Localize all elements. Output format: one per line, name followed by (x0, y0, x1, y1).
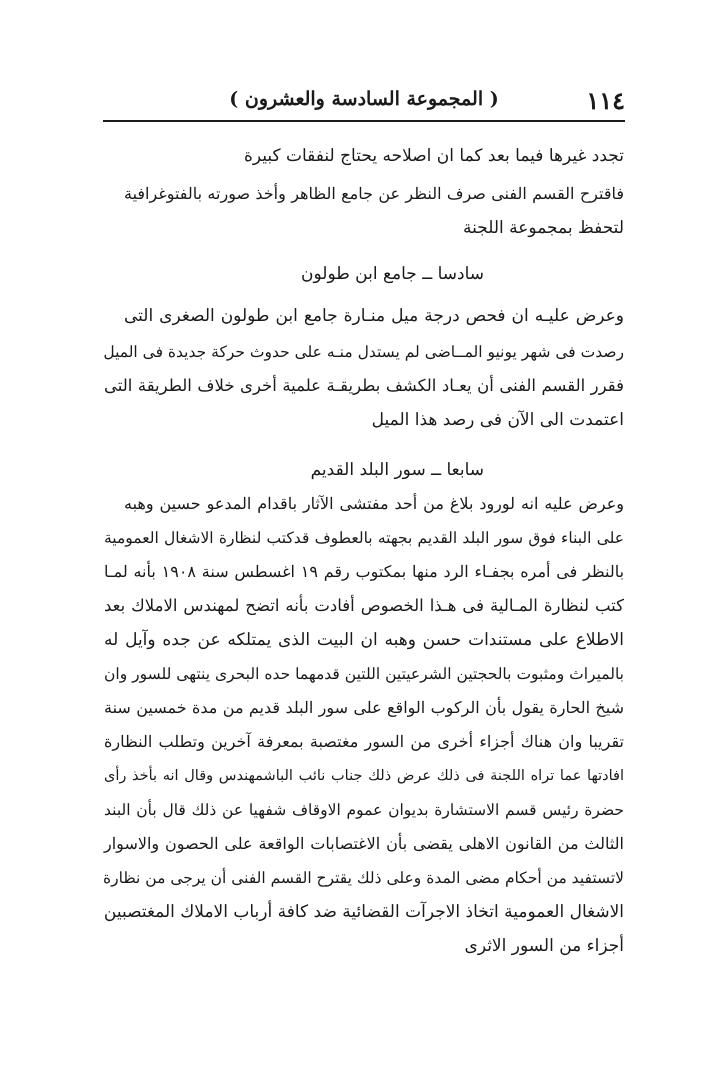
text-line: لاتستفيد من أحكام مضى المدة وعلى ذلك يقترح القسم الفنى أن يرجى من نظارة (103, 869, 624, 887)
section-heading-six: سادسا ــ جامع ابن طولون (301, 264, 484, 284)
text-line: كتب لنظارة المـالية فى هـذا الخصوص أفادت بأنه اتضح لمهندس الاملاك بعد (104, 596, 624, 615)
text-line: فاقترح القسم الفنى صرف النظر عن جامع الظاهر وأخذ صورته بالفتوغرافية (124, 184, 624, 203)
text-line: لتحفظ بمجموعة اللجنة (463, 218, 624, 238)
text-line: حضرة رئيس قسم الاستشارة بديوان عموم الاوقاف شفهيا عن ذلك قال بأن البند (104, 801, 624, 819)
running-title: ( المجموعة السادسة والعشرون ) (229, 88, 499, 110)
text-line: بالنظر فى أمره بجفـاء الرد منها بمكتوب رقم ١٩ اغسطس سنة ١٩٠٨ بأنه لمـا (104, 562, 625, 581)
text-line: الاطلاع على مستندات حسن وهبه ان البيت الذى يمتلكه عن جده وآيل له (104, 630, 624, 650)
text-line: الاشغال العمومية اتخاذ الاجرآت القضائية ضد كافة أرباب الاملاك المغتصبين (103, 902, 624, 922)
text-line: وعرض عليه انه لورود بلاغ من أحد مفتشى الآثار باقدام المدعو حسين وهبه (124, 494, 624, 513)
text-line: افادتها عما تراه اللجنة فى ذلك عرض ذلك جناب نائب الباشمهندس وقال انه بأخذ رأى (104, 768, 624, 784)
text-line: رصدت فى شهر يونيو المــاضى لم يستدل منـه على حدوث حركة جديدة فى الميل (103, 343, 624, 361)
section-heading-seven: سابعا ــ سور البلد القديم (310, 460, 484, 480)
page-header (103, 84, 625, 122)
text-line: شيخ الحارة يقول بأن الركوب الواقع على سور البلد قديم من مدة خمسين سنة (104, 698, 624, 717)
text-line: أجزاء من السور الاثرى (464, 936, 624, 956)
text-line: وعرض عليـه ان فحص درجة ميل منـارة جامع ابن طولون الصغرى التى (124, 306, 624, 326)
text-line: تجدد غيرها فيما بعد كما ان اصلاحه يحتاج لنفقات كبيرة (243, 146, 624, 166)
text-line: على البناء فوق سور البلد القديم بجهته بالعطوف قدكتب لنظارة الاشغال العمومية (104, 529, 624, 547)
text-line: تقريبا وان هناك أجزاء أخرى من السور مغتصبة بمعرفة آخرين وتطلب النظارة (104, 732, 624, 751)
text-line: الثالث من القانون الاهلى يقضى بأن الاغتصابات الواقعة على الحصون والاسوار (104, 834, 624, 853)
text-line: اعتمدت الى الآن فى رصد هذا الميل (371, 410, 624, 430)
text-line: بالميراث ومثبوت بالحجتين الشرعيتين اللتين قدمهما حده البحرى ينتهى للسور وان (104, 665, 624, 683)
body-text (103, 140, 625, 956)
text-line: فقرر القسم الفنى أن يعـاد الكشف بطريقـة علمية أخرى خلاف الطريقة التى (104, 376, 624, 395)
page-number: ١١٤ (586, 86, 625, 115)
